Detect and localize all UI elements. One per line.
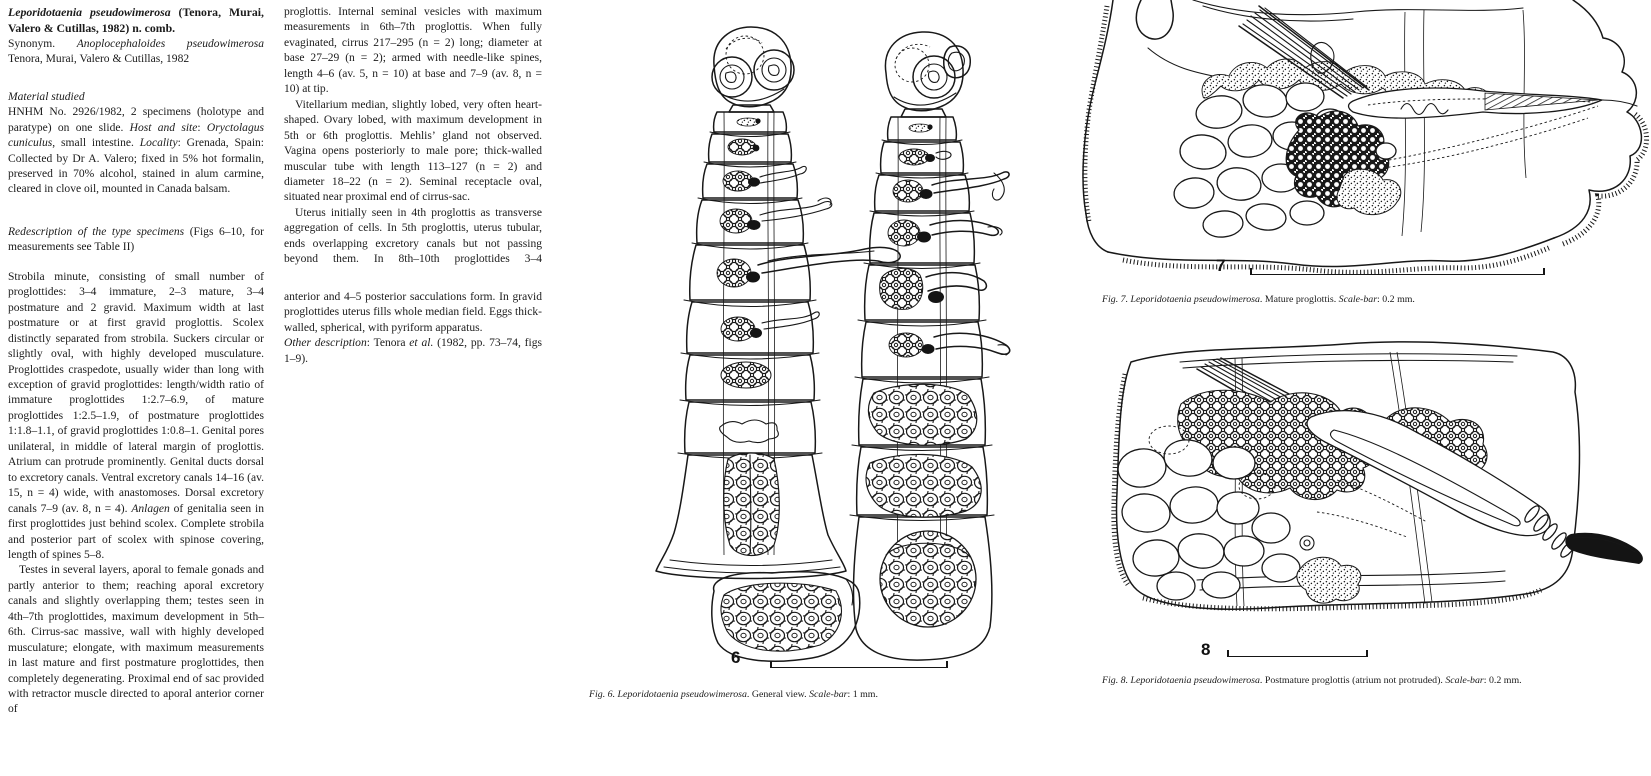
fig7-caption-scalebar-label: Scale-bar [1338, 294, 1378, 305]
material-studied-paragraph [8, 105, 264, 198]
fig7-illustration [1053, 0, 1651, 266]
fig8-caption [1102, 675, 1522, 686]
material-part: : [197, 121, 207, 134]
fig6-scale-bar [770, 661, 948, 668]
fig7-caption-species: Leporidotaenia pseudowimerosa [1130, 294, 1260, 305]
material-part: , small intestine. [52, 137, 140, 150]
fig8-caption-species: Leporidotaenia pseudowimerosa [1130, 675, 1260, 686]
fig7-number: 7 [1216, 256, 1226, 275]
redescription-heading-italic: Redescription of the type specimens [8, 225, 185, 238]
synonym-line [8, 37, 264, 68]
sacculations-paragraph: anterior and 4–5 posterior sacculations form. In gravid proglottides uterus fills whole median field. Eggs thick-walled, spherical, with pyriform apparatus. [284, 290, 542, 334]
fig6-right-strobila [850, 32, 1010, 660]
fig6-number: 6 [731, 648, 741, 667]
material-part: Oryctolagus cuniculus [8, 121, 264, 150]
vitellarium-paragraph: Vitellarium median, slightly lobed, very often heart-shaped. Ovary lobed, with maximum development in 5th or 6th proglottis. Mehlis’ gland not observed. Vagina opens posteriorly to male pore; thick-walled muscular tube with length 113–127 (n = 2) and diameter 18–22 (n = 2). Seminal receptacle oval, situated near proximal end of cirrus-sac. [284, 98, 542, 204]
fig6-left-scolex [712, 27, 794, 107]
material-studied-heading: Material studied [8, 90, 85, 103]
anlagen-word: Anlagen [131, 502, 170, 515]
other-description-paragraph [284, 336, 542, 367]
fig7-caption-figno: Fig. 7. [1102, 294, 1131, 305]
fig8-caption-desc: . Postmature proglottis (atrium not protruded). [1259, 675, 1446, 686]
text-column-1 [8, 5, 264, 718]
other-description-label: Other description [284, 337, 367, 350]
fig6-caption-figno: Fig. 6. [589, 689, 618, 700]
strobila-part: Strobila minute, consisting of small number of proglottides: 3–4 immature, 2–3 mature, 3–4 postmature and 2 gravid. Maximum width at last postmature or at first gravid proglottis. Scolex distinctly separated from strobila. Suckers circular or slightly oval, with highly developed musculature. Proglottides craspedote, usually wider than long with exception of gravid proglottides: length/width ratio of immature proglottides 1:2.7–6.9, of mature proglottides 1:2.5–1.9, of postmature proglottides 1:1.8–1.1, of gravid proglottides 1:0.8–1. Genital pores unilateral, in middle of lateral margin of proglottis. Atrium can protrude prominently. Genital ducts dorsal to excretory canals. Ventral excretory canals 14–16 (av. 15, n = 4) wide, with anastomoses. Dorsal excretory canals 7–9 (av. 8, n = 4). [8, 270, 264, 515]
strobila-paragraph [8, 270, 264, 564]
uterus-paragraph: Uterus initially seen in 4th proglottis as transverse aggregation of cells. In 5th proglottis, uterus tubular, ends overlapping excretory canals but not passing beyond them. In 8th–10th proglottides 3–4 [284, 206, 542, 266]
material-part: : Grenada, Spain: Collected by Dr A. Valero; fixed in 5% hot formalin, preserved in 70% alcohol, stained in alum carmine, cleared in clove oil, mounted in Canada balsam. [8, 137, 265, 196]
fig8-scale-bar [1227, 650, 1368, 657]
fig8-caption-scalebar-label: Scale-bar [1445, 675, 1484, 686]
testes-paragraph: Testes in several layers, aporal to female gonads and partly anterior to them; reaching aporal excretory canals and slightly overlapping them; testes seen in 4th–7th proglottides, maximum development in 5th–6th. Cirrus-sac massive, wall with highly developed musculature; elongate, with maximum measurements in last mature and first postmature proglottides, then completely degenerating. Proximal end of sac provided with retractor muscle directed to aporal anterior corner of [8, 564, 264, 716]
title-authority: (Tenora, Murai, Valero & Cutillas, 1982) n. comb. [8, 5, 265, 35]
other-description-part: (1982, pp. 73–74, figs 1–9). [284, 337, 543, 365]
fig6-caption-scalebar-label: Scale-bar [809, 689, 848, 700]
title-species-name: Leporidotaenia pseudowimerosa [8, 5, 171, 19]
fig7-caption-desc: . Mature proglottis. [1259, 294, 1339, 305]
synonym-word: Synonym. [8, 37, 77, 50]
other-description-part: : Tenora [366, 337, 410, 350]
species-title [8, 5, 264, 37]
fig8-illustration [1085, 322, 1651, 622]
text-column-2 [284, 5, 542, 367]
fig6-left-strobila [656, 27, 900, 661]
material-part: HNHM No. 2926/1982, 2 specimens (holotype and paratype) on one slide. [8, 106, 264, 134]
fig6-illustration [650, 15, 1016, 663]
synonym-species: Anoplocephaloides pseudowimerosa [76, 37, 264, 50]
fig8-caption-figno: Fig. 8. [1102, 675, 1131, 686]
fig7-caption [1102, 294, 1415, 305]
fig6-caption-scale-value: : 1 mm. [847, 689, 878, 700]
fig6-right-scolex [885, 32, 970, 111]
fig8-evaginated-cirrus [1565, 533, 1643, 564]
fig6-right-organs [866, 117, 1010, 627]
fig7-scale-bar [1250, 268, 1545, 275]
redescription-heading-roman: (Figs 6–10, for measurements see Table II) [8, 225, 264, 254]
fig8-caption-scale-value: : 0.2 mm. [1483, 675, 1522, 686]
fig7-caption-scale-value: : 0.2 mm. [1377, 294, 1415, 305]
fig7-vitellarium [1337, 169, 1401, 214]
fig8-vitellarium [1297, 536, 1361, 603]
fig8-number: 8 [1201, 640, 1211, 659]
redescription-heading [8, 225, 264, 256]
fig6-caption-species: Leporidotaenia pseudowimerosa [617, 689, 747, 700]
strobila-part: of genitalia seen in first proglottides just behind scolex. Complete strobila and posterior part of scolex with spinose covering, length of spines 5–8. [8, 502, 264, 561]
et-al: et al. [409, 337, 434, 350]
fig6-caption [589, 689, 878, 700]
synonym-authority: Tenora, Murai, Valero & Cutillas, 1982 [8, 53, 190, 66]
proglottis-continuation-paragraph: proglottis. Internal seminal vesicles with maximum measurements in 6th–7th proglottis. When fully evaginated, cirrus 217–295 (n = 2) long; diameter at base 27–29 (n = 2); armed with needle-like spines, length 4–6 (av. 5, n = 10) at base and 7–9 (av. 8, n = 10) at tip. [284, 6, 542, 96]
fig7-seminal-receptacle [1376, 143, 1396, 159]
material-part: Host and site [129, 121, 198, 134]
fig6-caption-desc: . General view. [746, 689, 810, 700]
material-part: Locality [139, 137, 178, 150]
